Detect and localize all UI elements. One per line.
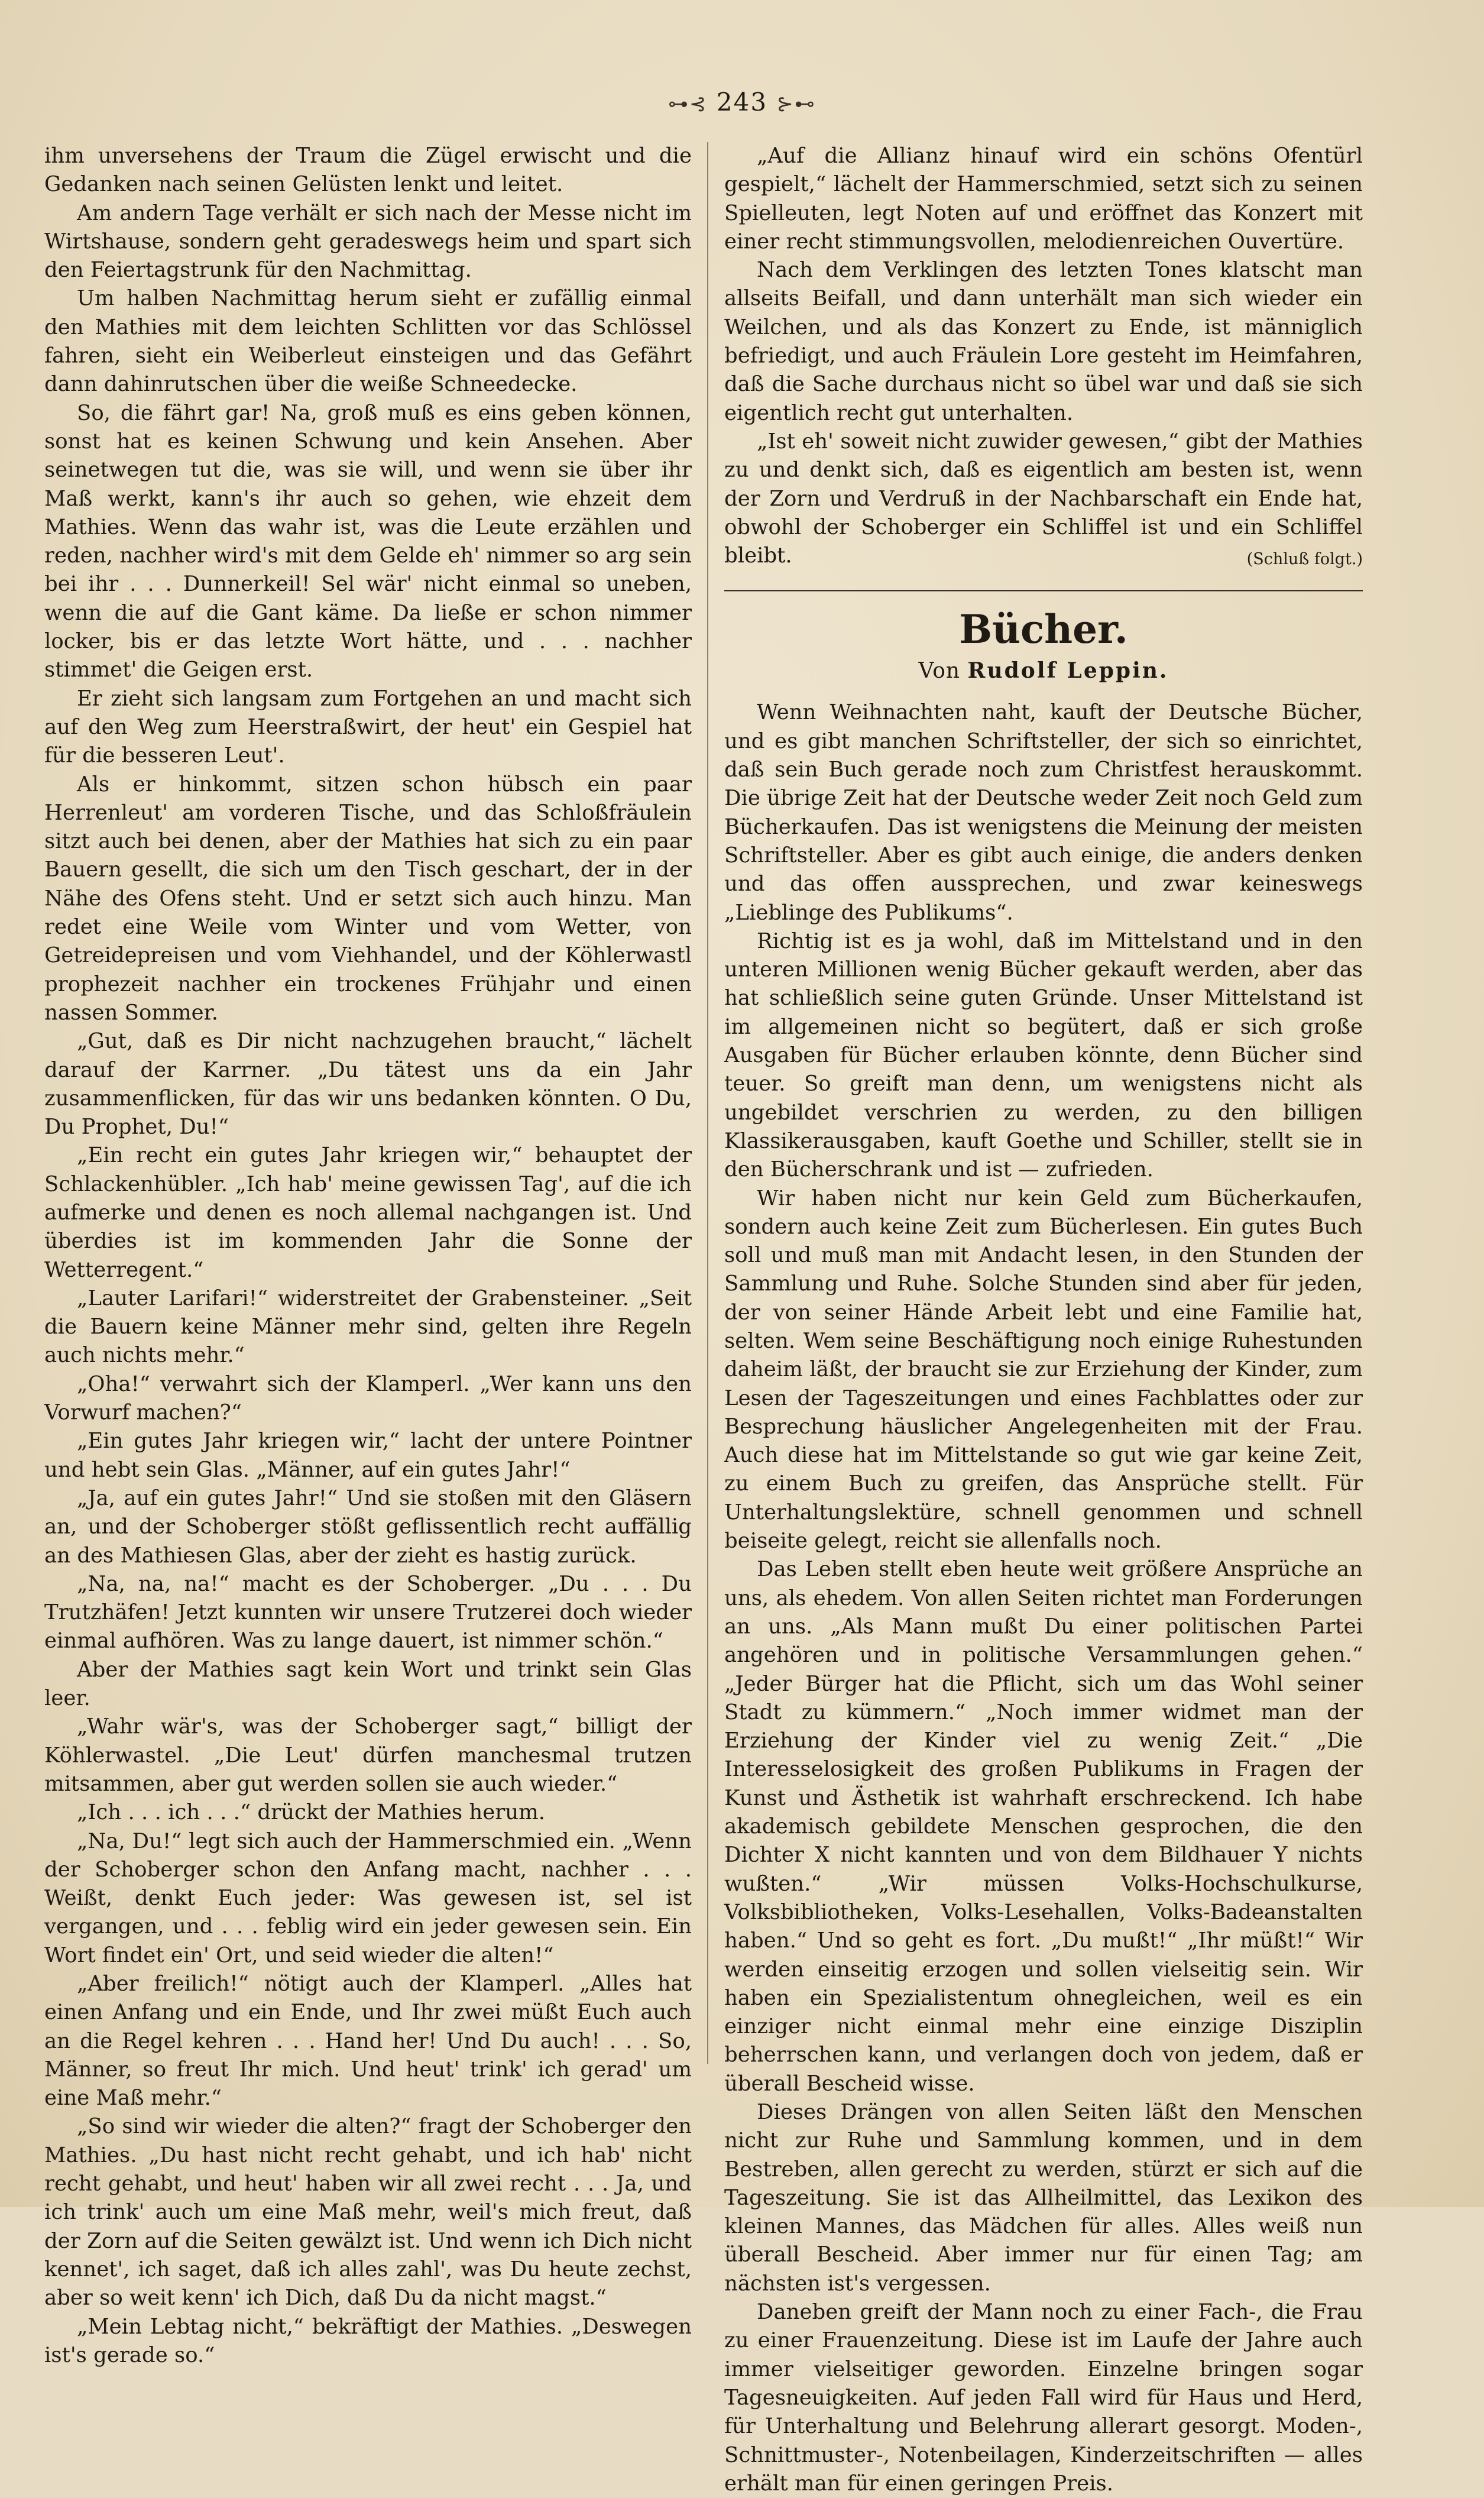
paragraph: „Ein recht ein gutes Jahr kriegen wir,“ behauptet der Schlackenhübler. „Ich hab' meine gewissen Tag', auf die ich aufmerke und denen es noch allemal nachgangen ist. Und überdies ist im kommenden Jahr die Sonne der Wetterregent.“ bbox=[44, 1143, 692, 1282]
article-author: Rudolf Leppin. bbox=[967, 658, 1169, 684]
paragraph: „Gut, daß es Dir nicht nachzugehen braucht,“ lächelt darauf der Karrner. „Du tätest uns da ein Jahr zusammenflicken, für das wir uns bedanken könnten. O Du, Du Prophet, Du!“ bbox=[44, 1029, 692, 1140]
continued-note: (Schluß folgt.) bbox=[1246, 550, 1363, 569]
paragraph: ihm unversehens der Traum die Zügel erwischt und die Gedanken nach seinen Gelüsten lenkt und leitet. bbox=[44, 144, 692, 197]
page-folio bbox=[0, 88, 1484, 117]
paragraph: Das Leben stellt eben heute weit größere Ansprüche an uns, als ehedem. Von allen Seiten richtet man Forderungen an uns. „Als Mann mußt Du einer politischen Partei angehören und in politische Versammlungen gehen.“ „Jeder Bürger hat die Pflicht, sich um das Wohl seiner Stadt zu kümmern.“ „Noch immer widmet man der Erziehung der Kinder viel zu wenig Zeit.“ „Die Interesselosigkeit des großen Publikums in Fragen der Kunst und Ästhetik ist wahrhaft erschreckend. Ich habe akademisch gebildete Menschen gesprochen, die den Dichter X nicht kannten und von dem Bildhauer Y nichts wußten.“ „Wir müssen Volks-Hochschulkurse, Volksbibliotheken, Volks-Lesehallen, Volks-Badeanstalten haben.“ Und so geht es fort. „Du mußt!“ „Ihr müßt!“ Wir werden einseitig erzogen und sollen vielseitig sein. Wir haben ein Spezialistentum ohnegleichen, weil es ein einziger nicht einmal mehr eine einzige Disziplin beherrschen kann, und verlangen doch von jedem, daß er überall Bescheid wisse. bbox=[724, 1557, 1363, 2096]
paragraph: Wir haben nicht nur kein Geld zum Bücherkaufen, sondern auch keine Zeit zum Bücherlesen. Ein gutes Buch soll und muß man mit Andacht lesen, in den Stunden der Sammlung und Ruhe. Solche Stunden sind aber für jeden, der von seiner Hände Arbeit lebt und eine Familie hat, selten. Wem seine Beschäftigung noch einige Ruhestunden daheim läßt, der braucht sie zur Erziehung der Kinder, zum Lesen der Tageszeitungen und eines Fachblattes oder zur Besprechung häuslicher Angelegenheiten mit der Frau. Auch diese hat im Mittelstande so gut wie gar keine Zeit, zu einem Buch zu greifen, das Ansprüche stellt. Für Unterhaltungslektüre, schnell genommen und schnell beiseite gelegt, reicht sie allenfalls noch. bbox=[724, 1186, 1363, 1554]
left-column bbox=[44, 142, 692, 2370]
paragraph: Dieses Drängen von allen Seiten läßt den Menschen nicht zur Ruhe und Sammlung kommen, und in dem Bestreben, allen gerecht zu werden, stürzt er sich auf die Tageszeitung. Sie ist das Allheilmittel, das Lexikon des kleinen Mannes, das Mädchen für alles. Alles weiß nun überall Bescheid. Aber immer nur für einen Tag; am nächsten ist's vergessen. bbox=[724, 2100, 1363, 2296]
paragraph: Um halben Nachmittag herum sieht er zufällig einmal den Mathies mit dem leichten Schlitten vor das Schlössel fahren, sieht ein Weiberleut einsteigen und das Gefährt dann dahinrutschen über die weiße Schneedecke. bbox=[44, 286, 692, 397]
paragraph: Richtig ist es ja wohl, daß im Mittelstand und in den unteren Millionen wenig Bücher gekauft werden, aber das hat schließlich seine guten Gründe. Unser Mittelstand ist im allgemeinen nicht so begütert, daß er sich große Ausgaben für Bücher erlauben könnte, denn Bücher sind teuer. So greift man denn, um wenigstens nicht als ungebildet verschrien zu werden, zu den billigen Klassikerausgaben, kauft Goethe und Schiller, stellt sie in den Bücherschrank und ist — zufrieden. bbox=[724, 928, 1363, 1182]
section-rule bbox=[724, 590, 1363, 591]
paragraph: „Na, Du!“ legt sich auch der Hammerschmied ein. „Wenn der Schoberger schon den Anfang macht, nachher . . . Weißt, denkt Euch jeder: Was gewesen ist, sel ist vergangen, und . . . feblig wird ein jeder gewesen sein. Ein Wort findet ein' Ort, und seid wieder die alten!“ bbox=[44, 1829, 692, 1968]
story-end-paragraph bbox=[724, 428, 1363, 570]
right-column bbox=[724, 142, 1363, 2498]
paragraph: „So sind wir wieder die alten?“ fragt der Schoberger den Mathies. „Du hast nicht recht gehabt, und ich hab' nicht recht gehabt, und heut' haben wir all zwei recht . . . Ja, und ich trink' auch um eine Maß mehr, weil's mich freut, daß der Zorn auf die Seiten gewälzt ist. Und wenn ich Dich nicht kennet', ich saget, daß ich alles zahl', was Du heute zechst, aber so weit kenn' ich Dich, daß Du da nicht magst.“ bbox=[44, 2114, 692, 2311]
paragraph: „Ich . . . ich . . .“ drückt der Mathies herum. bbox=[77, 1800, 546, 1825]
story-end-text: „Ist eh' soweit nicht zuwider gewesen,“ gibt der Mathies zu und denkt sich, daß es eigentlich am besten ist, wenn der Zorn und Verdruß in der Nachbarschaft ein Ende hat, obwohl der Schoberger ein Schliffel ist und ein Schliffel bleibt. bbox=[724, 429, 1363, 568]
paragraph: Als er hinkommt, sitzen schon hübsch ein paar Herrenleut' am vorderen Tische, und das Schloßfräulein sitzt auch bei denen, aber der Mathies hat sich zu ein paar Bauern gesellt, die sich um den Tisch geschart, der in der Nähe des Ofens steht. Und er setzt sich auch hinzu. Man redet eine Weile vom Winter und vom Wetter, von Getreidepreisen und vom Viehhandel, und der Köhlerwastl prophezeit nachher ein trockenes Frühjahr und einen nassen Sommer. bbox=[44, 772, 692, 1025]
paragraph: „Ja, auf ein gutes Jahr!“ Und sie stoßen mit den Gläsern an, und der Schoberger stößt geflissentlich recht auffällig an des Mathiesen Glas, aber der zieht es hastig zurück. bbox=[44, 1486, 692, 1568]
byline-prefix: Von bbox=[918, 659, 961, 684]
paragraph: Nach dem Verklingen des letzten Tones klatscht man allseits Beifall, und dann unterhält man sich wieder ein Weilchen, und als das Konzert zu Ende, ist männiglich befriedigt, und auch Fräulein Lore gesteht im Heimfahren, daß die Sache durchaus nicht so übel war und daß sie sich eigentlich recht gut unterhalten. bbox=[724, 258, 1363, 425]
paragraph: „Aber freilich!“ nötigt auch der Klamperl. „Alles hat einen Anfang und ein Ende, und Ihr zwei müßt Euch auch an die Regel kehren . . . Hand her! Und Du auch! . . . So, Männer, so freut Ihr mich. Und heut' trink' ich gerad' um eine Maß mehr.“ bbox=[44, 1972, 692, 2111]
folio-ornament-left: ⊶⊰ bbox=[668, 92, 708, 116]
article-title: Bücher. bbox=[959, 606, 1128, 653]
paragraph: So, die fährt gar! Na, groß muß es eins geben können, sonst hat es keinen Schwung und kein Ansehen. Aber seinetwegen tut die, was sie will, und wenn sie über ihr Maß werkt, kann's ihr auch so gehen, wie ehzeit dem Mathies. Wenn das wahr ist, was die Leute erzählen und reden, nachher wird's mit dem Gelde eh' nimmer so arg sein bei ihr . . . Dunnerkeil! Sel wär' nicht einmal so uneben, wenn die auf die Gant käme. Da ließe er schon nimmer locker, bis er das letzte Wort hätte, und . . . nachher stimmet' die Geigen erst. bbox=[44, 400, 692, 682]
folio-ornament-right: ⊱⊷ bbox=[776, 92, 816, 116]
paragraph: „Lauter Larifari!“ widerstreitet der Grabensteiner. „Seit die Bauern keine Männer mehr sind, gelten ihre Regeln auch nichts mehr.“ bbox=[44, 1286, 692, 1368]
paragraph: „Wahr wär's, was der Schoberger sagt,“ billigt der Köhlerwastel. „Die Leut' dürfen manchesmal trutzen mitsammen, aber gut werden sollen sie auch wieder.“ bbox=[44, 1714, 692, 1796]
paragraph: Wenn Weihnachten naht, kauft der Deutsche Bücher, und es gibt manchen Schriftsteller, der sich so einrichtet, daß sein Buch gerade noch zum Christfest herauskommt. Die übrige Zeit hat der Deutsche weder Zeit noch Geld zum Bücherkaufen. Das ist wenigstens die Meinung der meisten Schriftsteller. Aber es gibt auch einige, die anders denken und das offen aussprechen, und zwar keineswegs „Lieblinge des Publikums“. bbox=[724, 700, 1363, 925]
paragraph: „Oha!“ verwahrt sich der Klamperl. „Wer kann uns den Vorwurf machen?“ bbox=[44, 1371, 692, 1425]
paragraph: „Ein gutes Jahr kriegen wir,“ lacht der untere Pointner und hebt sein Glas. „Männer, auf ein gutes Jahr!“ bbox=[44, 1429, 692, 1482]
article-byline bbox=[724, 656, 1363, 685]
paragraph: „Auf die Allianz hinauf wird ein schöns Ofentürl gespielt,“ lächelt der Hammerschmied, setzt sich zu seinen Spielleuten, legt Noten auf und eröffnet das Konzert mit einer recht stimmungsvollen, melodienreichen Ouvertüre. bbox=[724, 144, 1363, 254]
paragraph: „Na, na, na!“ macht es der Schoberger. „Du . . . Du Trutzhäfen! Jetzt kunnten wir unsere Trutzerei doch wieder einmal aufhören. Was zu lange dauert, ist nimmer schön.“ bbox=[44, 1571, 692, 1654]
paragraph: Am andern Tage verhält er sich nach der Messe nicht im Wirtshause, sondern geht geradeswegs heim und spart sich den Feiertagstrunk für den Nachmittag. bbox=[44, 200, 692, 283]
column-divider bbox=[707, 142, 708, 2064]
paragraph: Aber der Mathies sagt kein Wort und trinkt sein Glas leer. bbox=[44, 1657, 692, 1711]
page-number: 243 bbox=[716, 88, 768, 117]
paragraph: Er zieht sich langsam zum Fortgehen an und macht sich auf den Weg zum Heerstraßwirt, der heut' ein Gespiel hat für die besseren Leut'. bbox=[44, 686, 692, 768]
paragraph: Daneben greift der Mann noch zu einer Fach-, die Frau zu einer Frauenzeitung. Diese ist im Laufe der Jahre auch immer vielseitiger geworden. Einzelne bringen sogar Tagesneuigkeiten. Auf jeden Fall wird für Haus und Herd, für Unterhaltung und Belehrung allerart gesorgt. Moden-, Schnittmuster-, Notenbeilagen, Kinderzeitschriften — alles erhält man für einen geringen Preis. bbox=[724, 2300, 1363, 2496]
paragraph: „Mein Lebtag nicht,“ bekräftigt der Mathies. „Deswegen ist's gerade so.“ bbox=[44, 2314, 692, 2367]
